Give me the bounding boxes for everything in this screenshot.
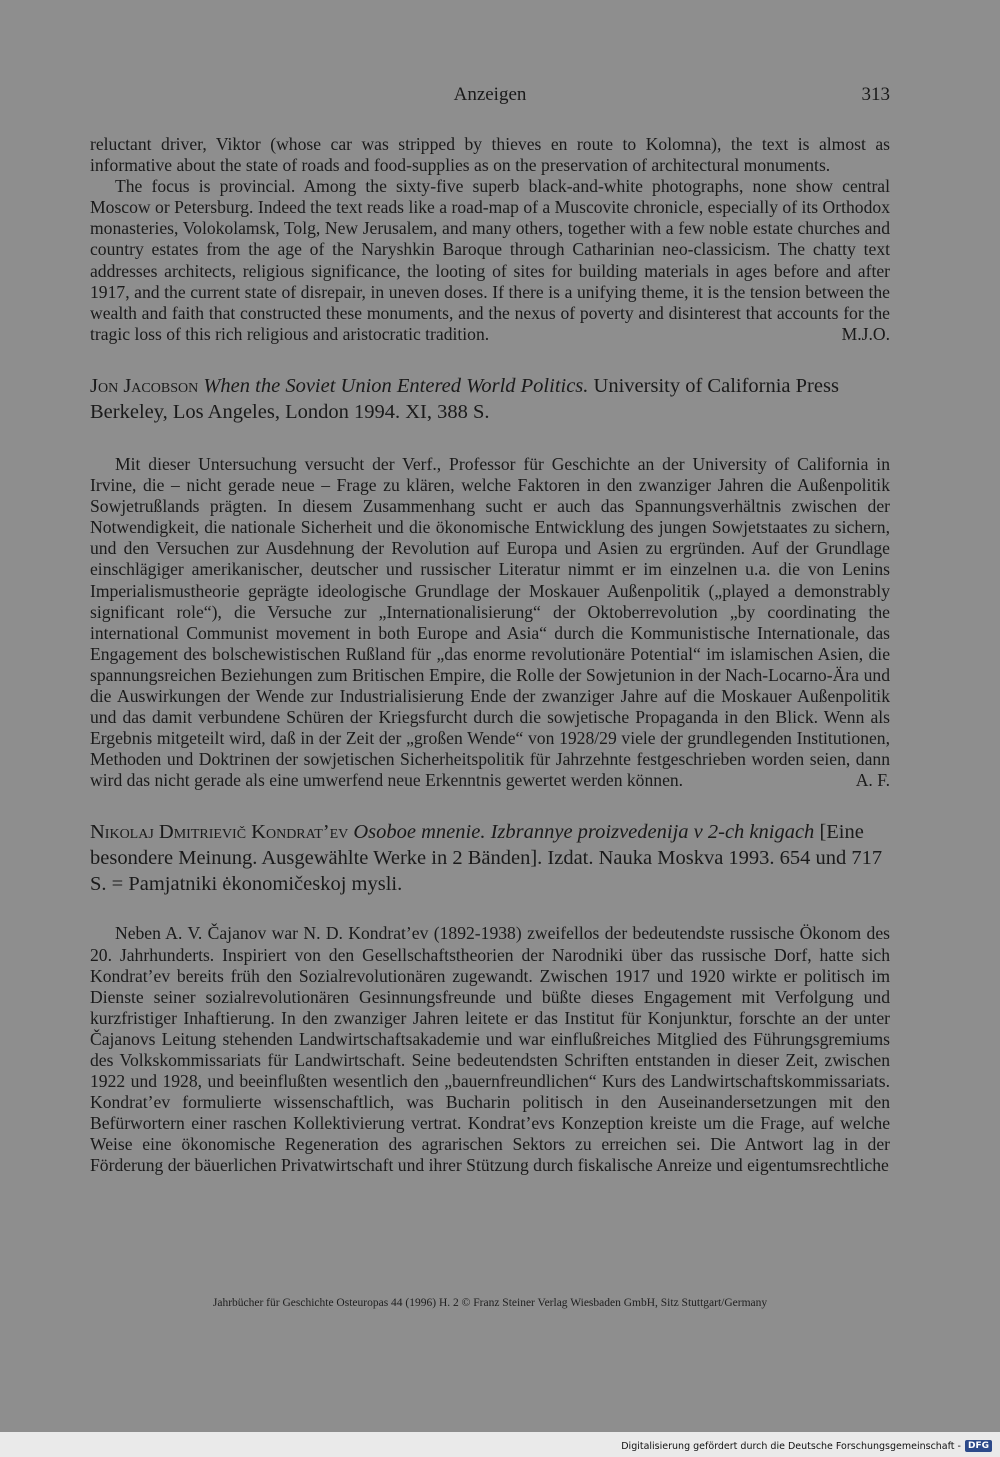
review3-author: Nikolaj Dmitrievič Kondrat’ev: [90, 821, 349, 844]
digitization-credit: [621, 1440, 992, 1452]
review2-author: Jon Jacobson: [90, 374, 199, 397]
review3-paragraph: Neben A. V. Čajanov war N. D. Kondrat’ev (1892-1938) zweifellos der bedeutendste russische Ökonom des 20. Jahrhunderts. Inspiriert von den Gesellschaftstheorien der Narodniki über das russische Dorf, hatte sich Kondrat’ev bereits früh den Sozialrevolutionären zugewandt. Zwischen 1917 und 1920 wirkte er politisch im Dienste seiner sozialrevolutionären Gesinnungsfreunde und büßte dieses Engagement mit Verfolgung und kurzfristiger Inhaftierung. In den zwanziger Jahren leitete er das Institut für Konjunktur, forschte an der unter Čajanovs Leitung stehenden Landwirtschaftsakademie und war einflußreiches Mitglied des Führungsgremiums des Volkskommissariats für Landwirtschaft. Seine bedeutendsten Schriften entstanden in dieser Zeit, zwischen 1922 und 1928, und beeinflußten wesentlich den „bauernfreundlichen“ Kurs des Landwirtschaftskommissariats. Kondrat’ev formulierte wissenschaftlich, was Bucharin politisch in den Auseinandersetzungen mit den Befürwortern einer raschen Kollektivierung vertrat. Kondrat’evs Konzeption kreiste um die Frage, auf welche Weise eine ökonomische Regeneration des agrarischen Sektors zu erreichen sei. Die Antwort lag in der Förderung der bäuerlichen Privatwirtschaft und ihrer Stützung durch fiskalische Anreize und eigentumsrechtliche: [90, 923, 890, 1176]
journal-footer: Jahrbücher für Geschichte Osteuropas 44 (1996) H. 2 © Franz Steiner Verlag Wiesbaden GmbH, Sitz Stuttgart/Germany: [212, 1297, 768, 1309]
section-title: Anzeigen: [453, 84, 527, 105]
dfg-logo: DFG: [965, 1440, 992, 1452]
review1-paragraph-1: reluctant driver, Viktor (whose car was stripped by thieves en route to Kolomna), the text is almost as informative about the state of roads and food-supplies as on the preservation of architectural monuments.: [90, 134, 890, 176]
review1-paragraph-2-text: The focus is provincial. Among the sixty-five superb black-and-white photographs, none show central Moscow or Petersburg. Indeed the text reads like a road-map of a Muscovite chronicle, especially of its Orthodox monasteries, Volokolamsk, Tolg, New Jerusalem, and many others, together with a few noble estate churches and country estates from the age of the Naryshkin Baroque through Catharinian neo-classicism. The chatty text addresses architects, religious significance, the looting of sites for building materials in ages before and after 1917, and the current state of disrepair, in uneven doses. If there is a unifying theme, it is the tension between the wealth and faith that constructed these monuments, and the nexus of poverty and disinterest that accounts for the tragic loss of this rich religious and aristocratic tradition.: [90, 176, 890, 344]
review1-signature: M.J.O.: [841, 323, 890, 344]
running-header: [90, 84, 890, 110]
page-body: [90, 134, 890, 1177]
review2-title: When the Soviet Union Entered World Politics.: [203, 374, 589, 397]
review1-paragraph-2: [90, 176, 890, 345]
review2-paragraph: [90, 454, 890, 792]
review3-heading: [90, 819, 890, 897]
review3-publication: [Eine besondere Meinung. Ausgewählte Werke in 2 Bänden]. Izdat. Nauka Moskva 1993. 654 und 717 S. = Pamjatniki ėkonomičeskoj mysli.: [90, 821, 883, 896]
page-number: 313: [861, 84, 890, 105]
credit-text: Digitalisierung gefördert durch die Deutsche Forschungsgemeinschaft -: [621, 1440, 961, 1452]
review2-signature: A. F.: [855, 770, 890, 791]
review3-title: Osoboe mnenie. Izbrannye proizvedenija v 2-ch knigach: [353, 821, 815, 844]
review2-publication: University of California Press Berkeley, Los Angeles, London 1994. XI, 388 S.: [90, 374, 839, 423]
review2-text: Mit dieser Untersuchung versucht der Verf., Professor für Geschichte an der University of California in Irvine, die – nicht gerade neue – Frage zu klären, welche Faktoren in den zwanziger Jahren die Außenpolitik Sowjetrußlands prägten. In diesem Zusammenhang sucht er auch das Spannungsverhältnis zwischen der Notwendigkeit, die nationale Sicherheit und die ökonomische Entwicklung des jungen Sowjetstaates zu sichern, und den Versuchen zur Ausdehnung der Revolution auf Europa und Asien zu ergründen. Auf der Grundlage einschlägiger amerikanischer, deutscher und russischer Literatur nimmt er im einzelnen u.a. die von Lenins Imperialismustheorie geprägte ideologische Grundlage der Moskauer Außenpolitik („played a demonstrably significant role“), die Versuche zur „Internationalisierung“ der Oktoberrevolution „by coordinating the international Communist movement in both Europe and Asia“ durch die Kommunistische Internationale, das Engagement des bolschewistischen Rußland für „das enorme revolutionäre Potential“ im islamischen Asien, die spannungsreichen Beziehungen zum Britischen Empire, die Rolle der Sowjetunion in der Nach-Locarno-Ära und die Auswirkungen der Wende zur Industrialisierung Ende der zwanziger Jahre auf die Moskauer Außenpolitik und das damit verbundene Schüren der Kriegsfurcht durch die sowjetische Propaganda in den Blick. Wenn als Ergebnis mitgeteilt wird, daß in der Zeit der „großen Wende“ von 1928/29 viele der grundlegenden Institutionen, Methoden und Doktrinen der sowjetischen Sicherheitspolitik für Jahrzehnte festgeschrieben worden seien, dann wird das nicht gerade als eine umwerfend neue Erkenntnis gewertet werden können.: [90, 453, 890, 791]
review2-heading: [90, 373, 890, 425]
